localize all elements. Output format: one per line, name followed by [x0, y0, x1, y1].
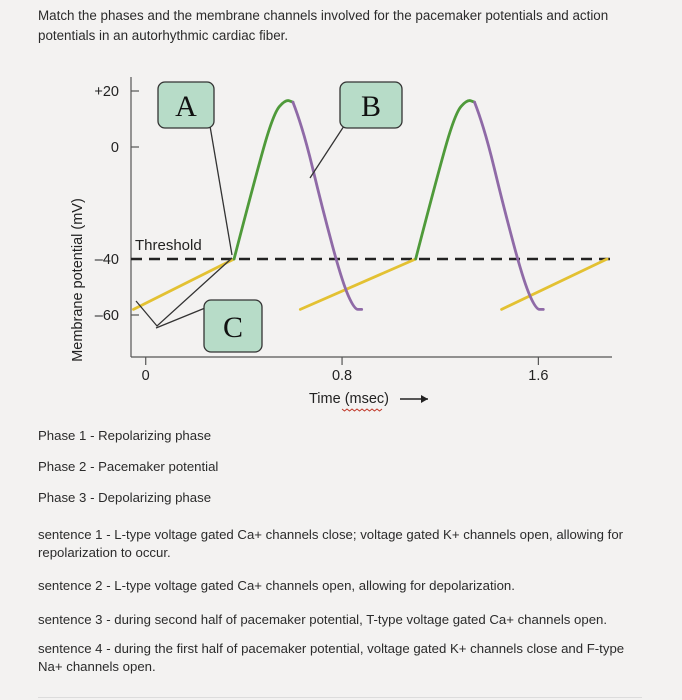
x-axis-label: Time (msec)	[308, 391, 390, 407]
phase-text: - Repolarizing phase	[86, 428, 212, 443]
squiggle-underline	[342, 409, 382, 411]
y-axis-label: Membrane potential (mV)	[70, 198, 86, 362]
bottom-divider	[38, 697, 642, 698]
phase-text: - Pacemaker potential	[86, 459, 219, 474]
x-tick-label: 0	[141, 368, 150, 384]
callout-label-b: B	[360, 90, 382, 123]
callout-pointer-b	[310, 126, 344, 178]
sentence-text: - L-type voltage gated Ca+ channels close; voltage gated K+ channels open, allowing for repolarization to occur.	[38, 527, 624, 560]
phase-title: Phase 2	[38, 459, 87, 474]
series-line-pacemaker-potential	[300, 259, 415, 309]
phase-1-item	[38, 428, 211, 443]
sentence-title: sentence 3	[38, 612, 103, 627]
sentence-title: sentence 2	[38, 578, 103, 593]
phase-3-item	[38, 490, 211, 505]
membrane-potential-chart	[0, 60, 682, 420]
sentence-1-item	[38, 526, 638, 562]
x-axis-label-group	[309, 391, 428, 411]
sentence-text: - during second half of pacemaker potential, T-type voltage gated Ca+ channels open.	[102, 612, 608, 627]
chart-series	[133, 101, 607, 310]
sentence-2-item	[38, 578, 515, 593]
y-tick-label: –60	[94, 308, 119, 324]
x-tick-label: 0.8	[331, 368, 353, 384]
phase-title: Phase 3	[38, 490, 87, 505]
callout-pointer-c	[156, 306, 210, 328]
sentence-title: sentence 1	[38, 527, 103, 542]
y-tick-label: +20	[94, 84, 119, 100]
callout-label-c: C	[222, 311, 244, 344]
phase-2-item	[38, 459, 218, 474]
threshold-group	[131, 237, 612, 259]
series-line-pacemaker-potential	[502, 259, 608, 309]
threshold-label: Threshold	[135, 237, 202, 254]
sentence-title: sentence 4	[38, 641, 103, 656]
series-line-depolarization	[416, 101, 475, 259]
sentence-text: - L-type voltage gated Ca+ channels open, allowing for depolarization.	[102, 578, 515, 593]
callout-pointer-a	[210, 126, 232, 255]
question-text: Match the phases and the membrane channels involved for the pacemaker potentials and action potentials in an autorhythmic cardiac fiber.	[38, 8, 609, 43]
sentence-3-item	[38, 612, 607, 627]
series-line-repolarization	[293, 102, 362, 309]
phase-title: Phase 1	[38, 428, 87, 443]
callout-label-a: A	[175, 90, 197, 123]
phase-text: - Depolarizing phase	[86, 490, 212, 505]
chart-callouts	[136, 82, 402, 352]
time-arrow-head	[421, 395, 428, 403]
sentence-text: - during the first half of pacemaker potential, voltage gated K+ channels close and F-type Na+ channels open.	[38, 641, 625, 674]
series-line-repolarization	[475, 102, 544, 309]
y-tick-label: 0	[110, 140, 119, 156]
series-line-depolarization	[234, 101, 293, 259]
y-tick-label: –40	[94, 252, 119, 268]
x-tick-label: 1.6	[528, 368, 549, 384]
sentence-4-item	[38, 640, 638, 676]
